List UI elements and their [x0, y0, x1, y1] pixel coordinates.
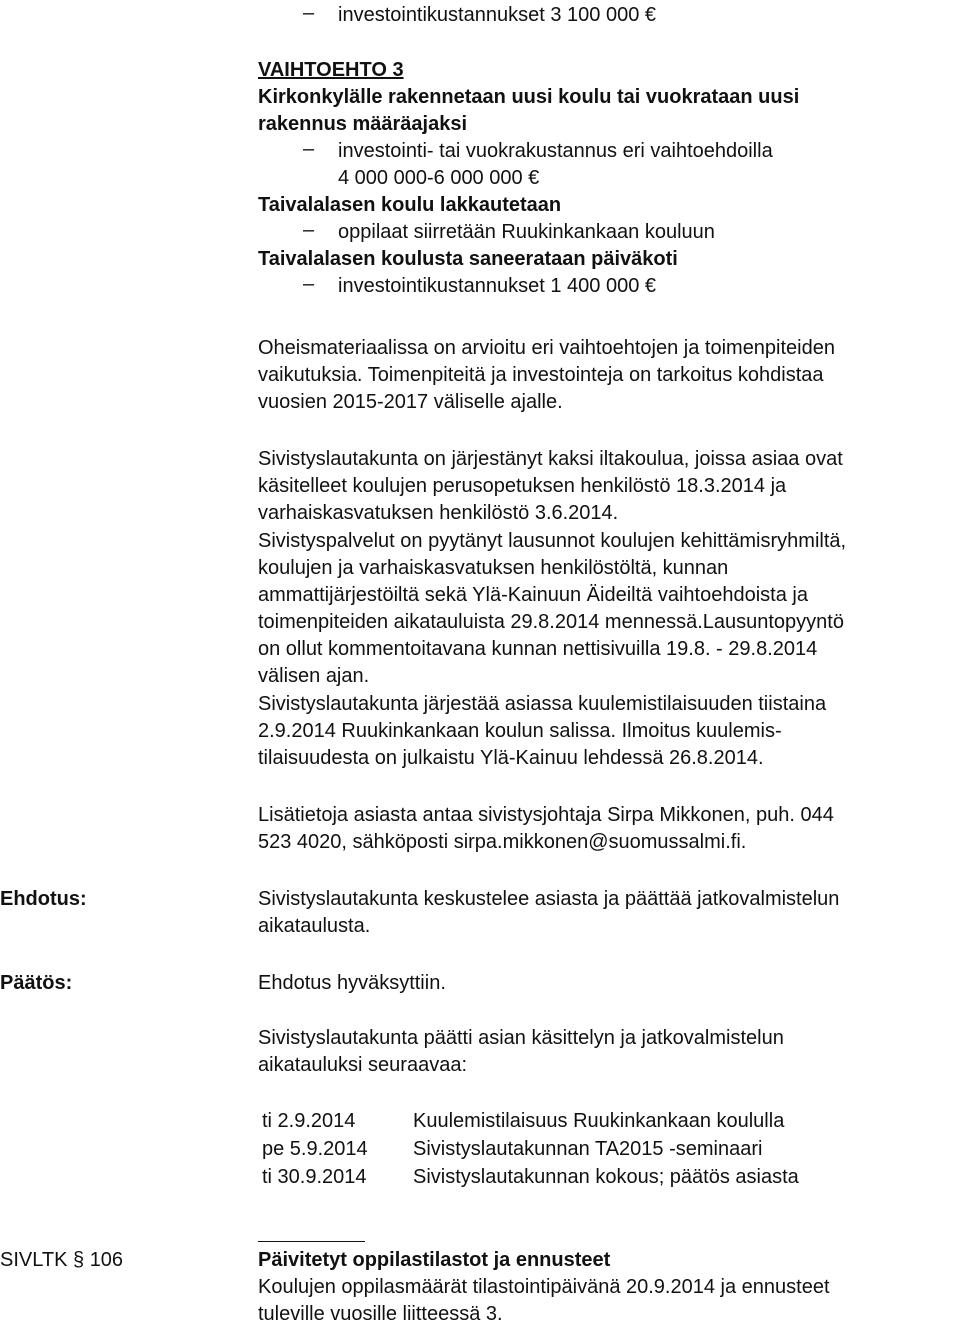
decision-label: Päätös: [0, 972, 73, 994]
paragraph-line: vuosien 2015-2017 väliselle ajalle. [258, 391, 563, 413]
section-mark-icon: § [73, 1249, 85, 1271]
paragraph-line: Lisätietoja asiasta antaa sivistysjohtaja Sirpa Mikkonen, puh. 044 [258, 804, 834, 826]
bullet-dash: – [303, 2, 315, 24]
decision-paragraph: Sivistyslautakunta päätti asian käsittelyn ja jatkovalmistelun [258, 1027, 784, 1049]
schedule-date: pe 5.9.2014 [262, 1138, 368, 1160]
section-divider [258, 1241, 365, 1242]
bullet-text: investointi- tai vuokrakustannus eri vaihtoehdoilla [338, 140, 773, 162]
section-title: Päivitetyt oppilastilastot ja ennusteet [258, 1249, 611, 1271]
bullet-dash: – [303, 138, 315, 160]
schedule-date: ti 2.9.2014 [262, 1110, 356, 1132]
bullet-text: 4 000 000-6 000 000 € [338, 167, 540, 189]
section-number [0, 1247, 123, 1273]
paragraph-line: välisen ajan. [258, 665, 370, 687]
bullet-text: oppilaat siirretään Ruukinkankaan kouluun [338, 221, 715, 243]
paragraph-line: käsitelleet koulujen perusopetuksen henkilöstö 18.3.2014 ja [258, 475, 787, 497]
paragraph-line: tilaisuudesta on julkaistu Ylä-Kainuu lehdessä 26.8.2014. [258, 747, 764, 769]
paragraph-line: toimenpiteiden aikatauluista 29.8.2014 mennessä.Lausuntopyyntö [258, 611, 844, 633]
paragraph-line: Sivistyspalvelut on pyytänyt lausunnot koulujen kehittämisryhmiltä, [258, 530, 847, 552]
paragraph-line: varhaiskasvatuksen henkilöstö 3.6.2014. [258, 502, 619, 524]
paragraph-line: Oheismateriaalissa on arvioitu eri vaihtoehtojen ja toimenpiteiden [258, 337, 835, 359]
bullet-text: investointikustannukset 1 400 000 € [338, 275, 656, 297]
option-subtitle: Taivalalasen koulu lakkautetaan [258, 194, 562, 216]
decision-text: Ehdotus hyväksyttiin. [258, 972, 446, 994]
paragraph-line: 523 4020, sähköposti sirpa.mikkonen@suomussalmi.fi. [258, 831, 747, 853]
paragraph-line: ammattijärjestöiltä sekä Ylä-Kainuun Äideiltä vaihtoehdoista ja [258, 584, 808, 606]
bullet-dash: – [303, 219, 315, 241]
cost-line: investointikustannukset 3 100 000 € [338, 4, 656, 26]
paragraph-line: 2.9.2014 Ruukinkankaan koulun salissa. Ilmoitus kuulemis- [258, 720, 782, 742]
paragraph-line: koulujen ja varhaiskasvatuksen henkilöstöltä, kunnan [258, 557, 729, 579]
decision-paragraph: aikatauluksi seuraavaa: [258, 1054, 468, 1076]
option-title-line: Kirkonkylälle rakennetaan uusi koulu tai vuokrataan uusi [258, 86, 800, 108]
proposal-text: aikataulusta. [258, 915, 371, 937]
paragraph-line: Sivistyslautakunta on järjestänyt kaksi iltakoulua, joissa asiaa ovat [258, 448, 843, 470]
option-subtitle: Taivalalasen koulusta saneerataan päiväkoti [258, 248, 678, 270]
section-number-value: 106 [89, 1249, 124, 1271]
paragraph-line: vaikutuksia. Toimenpiteitä ja investointeja on tarkoitus kohdistaa [258, 364, 824, 386]
section-text: Koulujen oppilasmäärät tilastointipäivänä 20.9.2014 ja ennusteet [258, 1276, 830, 1298]
schedule-event: Kuulemistilaisuus Ruukinkankaan koululla [413, 1110, 785, 1132]
schedule-event: Sivistyslautakunnan kokous; päätös asiasta [413, 1166, 799, 1188]
option-title-line: rakennus määräajaksi [258, 113, 468, 135]
schedule-date: ti 30.9.2014 [262, 1166, 367, 1188]
section-text: tuleville vuosille liitteessä 3. [258, 1303, 503, 1325]
paragraph-line: Sivistyslautakunta järjestää asiassa kuulemistilaisuuden tiistaina [258, 693, 827, 715]
proposal-text: Sivistyslautakunta keskustelee asiasta ja päättää jatkovalmistelun [258, 888, 840, 910]
paragraph-line: on ollut kommentoitavana kunnan nettisivuilla 19.8. - 29.8.2014 [258, 638, 818, 660]
bullet-dash: – [303, 273, 315, 295]
section-prefix: SIVLTK [0, 1249, 68, 1271]
schedule-event: Sivistyslautakunnan TA2015 -seminaari [413, 1138, 763, 1160]
section-heading: VAIHTOEHTO 3 [258, 59, 404, 81]
proposal-label: Ehdotus: [0, 888, 87, 910]
